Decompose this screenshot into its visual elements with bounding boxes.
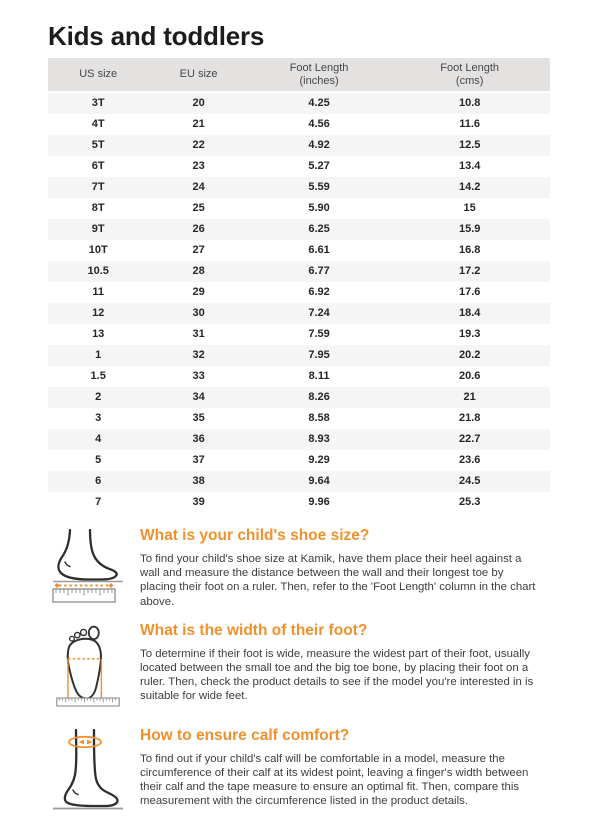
section-calf-comfort-text	[128, 725, 550, 809]
section-calf-comfort	[48, 725, 550, 812]
table-row	[48, 408, 550, 429]
table-cell: 21	[192, 118, 205, 130]
table-cell: 4.92	[249, 135, 390, 156]
table-cell: 9.29	[308, 454, 330, 466]
table-cell: 2	[48, 387, 148, 408]
table-row	[48, 177, 550, 198]
table-cell: 10.5	[48, 261, 148, 282]
table-cell: 23	[192, 160, 205, 172]
table-cell: 3T	[48, 92, 148, 114]
table-row	[48, 156, 550, 177]
table-cell: 10T	[88, 244, 108, 256]
table-cell: 15	[463, 202, 476, 214]
table-cell: 6.61	[308, 244, 330, 256]
table-cell: 17.2	[389, 261, 550, 282]
table-cell: 6	[48, 471, 148, 492]
table-cell: 12.5	[389, 135, 550, 156]
section-heading: What is the width of their foot?	[140, 621, 368, 639]
table-row	[48, 387, 550, 408]
section-foot-width-text	[128, 620, 550, 704]
calf-circumference-measure-icon	[48, 725, 128, 812]
table-cell: 7.24	[249, 303, 390, 324]
table-row	[48, 114, 550, 135]
section-heading: How to ensure calf comfort?	[140, 726, 350, 744]
table-cell: 25.3	[458, 496, 481, 508]
table-cell: 23.6	[458, 454, 481, 466]
table-cell: 3	[95, 412, 102, 424]
column-header: Foot Length (cms)	[389, 58, 550, 92]
table-cell: 7	[95, 496, 102, 508]
table-cell: 4T	[91, 118, 105, 130]
table-cell: 29	[192, 286, 205, 298]
table-cell: 28	[148, 261, 248, 282]
table-row	[48, 92, 550, 114]
table-cell: 5	[95, 454, 102, 466]
table-row	[48, 345, 550, 366]
table-cell: 13.4	[458, 160, 481, 172]
table-cell: 8.58	[308, 412, 330, 424]
table-cell: 8T	[91, 202, 105, 214]
table-row	[48, 219, 550, 240]
table-cell: 22	[148, 135, 248, 156]
table-cell: 27	[192, 244, 205, 256]
table-row	[48, 471, 550, 492]
section-body: To determine if their foot is wide, measure the widest part of their foot, usually located between the small toe and the big toe bone, by placing their foot on a ruler. Then, check the product details to see if the model you're interested in is suitable for wide feet.	[140, 647, 534, 703]
table-cell: 36	[148, 429, 248, 450]
table-cell: 4.56	[308, 118, 330, 130]
column-header: US size	[48, 58, 148, 92]
size-table-header	[48, 58, 550, 92]
table-cell: 10.8	[389, 92, 550, 114]
table-row	[48, 282, 550, 303]
table-cell: 38	[148, 471, 248, 492]
table-cell: 35	[192, 412, 205, 424]
table-row	[48, 324, 550, 345]
table-cell: 33	[192, 370, 205, 382]
table-row	[48, 261, 550, 282]
table-cell: 21	[389, 387, 550, 408]
table-cell: 4.25	[249, 92, 390, 114]
table-cell: 18.4	[389, 303, 550, 324]
table-row	[48, 366, 550, 387]
section-body: To find out if your child's calf will be comfortable in a model, measure the circumference of their calf at its widest point, leaving a finger's width between their calf and the tape measure to ensure an optimal fit. Then, compare this measurement with the circumference listed in the product details.	[140, 752, 529, 808]
table-row	[48, 429, 550, 450]
table-cell: 5.27	[308, 160, 330, 172]
table-cell: 7.59	[308, 328, 330, 340]
table-cell: 16.8	[458, 244, 481, 256]
table-cell: 11.6	[459, 118, 481, 130]
section-heading: What is your child's shoe size?	[140, 527, 370, 544]
table-cell: 20.2	[389, 345, 550, 366]
table-cell: 7T	[48, 177, 148, 198]
table-cell: 20	[148, 92, 248, 114]
table-cell: 25	[192, 202, 205, 214]
table-cell: 13	[92, 328, 105, 340]
table-cell: 5T	[48, 135, 148, 156]
table-cell: 5.59	[249, 177, 390, 198]
foot-length-measure-icon	[48, 525, 128, 604]
size-table	[48, 58, 550, 513]
table-cell: 9.96	[308, 496, 330, 508]
table-cell: 6.25	[249, 219, 390, 240]
section-shoe-size	[48, 525, 550, 609]
table-cell: 5.90	[308, 202, 330, 214]
table-row	[48, 198, 550, 219]
table-row	[48, 450, 550, 471]
table-cell: 9T	[48, 219, 148, 240]
table-cell: 21.8	[458, 412, 481, 424]
table-cell: 6T	[91, 160, 105, 172]
page-title: Kids and toddlers	[48, 21, 265, 51]
table-row	[48, 492, 550, 513]
foot-width-measure-icon	[48, 620, 128, 707]
table-cell: 20.6	[458, 370, 481, 382]
table-row	[48, 240, 550, 261]
table-cell: 1	[48, 345, 148, 366]
table-cell: 17.6	[458, 286, 481, 298]
table-cell: 4	[48, 429, 148, 450]
size-table-header-row	[48, 58, 550, 92]
size-table-body	[48, 92, 550, 513]
table-cell: 12	[48, 303, 148, 324]
table-cell: 22.7	[389, 429, 550, 450]
table-cell: 6.77	[249, 261, 390, 282]
size-chart-page	[0, 23, 600, 812]
table-cell: 30	[148, 303, 248, 324]
section-foot-width	[48, 620, 550, 707]
table-cell: 8.26	[249, 387, 390, 408]
table-cell: 11	[92, 286, 105, 298]
table-cell: 8.11	[308, 370, 330, 382]
column-header: Foot Length (inches)	[249, 58, 390, 92]
table-cell: 34	[148, 387, 248, 408]
table-cell: 39	[192, 496, 205, 508]
column-header: EU size	[148, 58, 248, 92]
table-cell: 9.64	[249, 471, 390, 492]
table-cell: 7.95	[249, 345, 390, 366]
info-sections	[48, 525, 550, 812]
table-cell: 24.5	[389, 471, 550, 492]
table-cell: 24	[148, 177, 248, 198]
table-row	[48, 303, 550, 324]
section-body: To find your child's shoe size at Kamik, have them place their heel against a wall and measure the distance between the wall and their longest toe by placing their foot on a ruler. Then, refer to the 'Foot Length' column in the chart above.	[140, 553, 536, 608]
table-cell: 26	[148, 219, 248, 240]
section-shoe-size-text	[128, 525, 550, 609]
table-cell: 8.93	[249, 429, 390, 450]
table-cell: 32	[148, 345, 248, 366]
table-cell: 14.2	[389, 177, 550, 198]
table-cell: 19.3	[458, 328, 481, 340]
table-cell: 1.5	[90, 370, 106, 382]
table-cell: 37	[192, 454, 205, 466]
table-cell: 15.9	[389, 219, 550, 240]
table-cell: 31	[192, 328, 205, 340]
table-row	[48, 135, 550, 156]
table-cell: 6.92	[308, 286, 330, 298]
